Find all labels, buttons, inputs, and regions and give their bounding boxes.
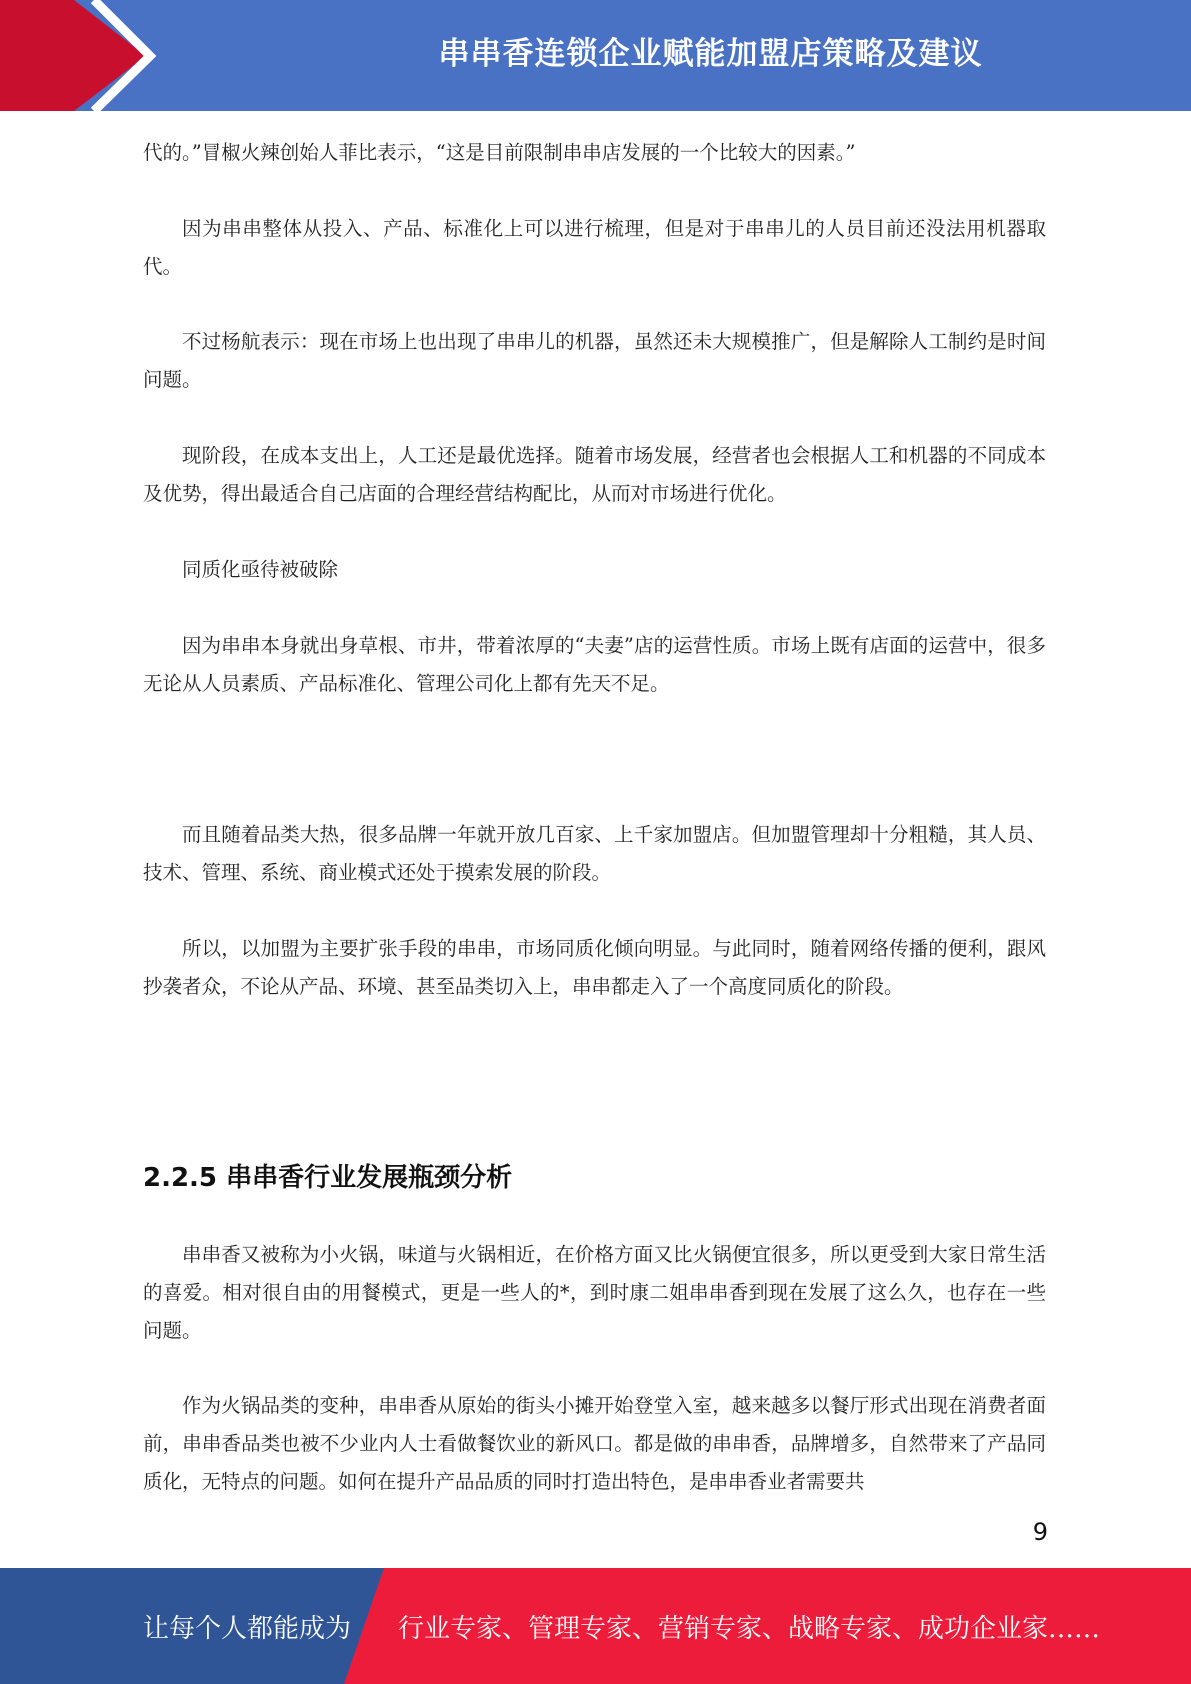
section-heading: 2.2.5 串串香行业发展瓶颈分析 (143, 1163, 513, 1193)
paragraph: 作为火锅品类的变种，串串香从原始的街头小摊开始登堂入室，越来越多以餐厅形式出现在消费者面前，串串香品类也被不少业内人士看做餐饮业的新风口。都是做的串串香，品牌增多，自然带来了产品同质化，无特点的问题。如何在提升产品品质的同时打造出特色，是串串香业者需要共 (143, 1394, 1046, 1493)
paragraph: 因为串串本身就出身草根、市井，带着浓厚的“夫妻”店的运营性质。市场上既有店面的运营中，很多无论从人员素质、产品标准化、管理公司化上都有先天不足。 (143, 634, 1046, 695)
paragraph: 串串香又被称为小火锅，味道与火锅相近，在价格方面又比火锅便宜很多，所以更受到大家日常生活的喜爱。相对很自由的用餐模式，更是一些人的*，到时康二姐串串香到现在发展了这么久，也存在一些问题。 (143, 1243, 1046, 1342)
page-number: 9 (1032, 1518, 1048, 1546)
header-title: 串串香连锁企业赋能加盟店策略及建议 (438, 35, 983, 72)
paragraph: 因为串串整体从投入、产品、标准化上可以进行梳理，但是对于串串儿的人员目前还没法用机器取代。 (143, 217, 1046, 278)
footer-slogan-left: 让每个人都能成为 (143, 1613, 352, 1644)
header-red-arrow (0, 0, 146, 111)
paragraph: 而且随着品类大热，很多品牌一年就开放几百家、上千家加盟店。但加盟管理却十分粗糙，其人员、技术、管理、系统、商业模式还处于摸索发展的阶段。 (143, 823, 1046, 884)
page-header (0, 0, 1191, 111)
paragraph: 代的。”冒椒火辣创始人菲比表示，“这是目前限制串串店发展的一个比较大的因素。” (143, 141, 856, 164)
paragraph: 现阶段，在成本支出上，人工还是最优选择。随着市场发展，经营者也会根据人工和机器的不同成本及优势，得出最适合自己店面的合理经营结构配比，从而对市场进行优化。 (143, 444, 1046, 505)
paragraph: 不过杨航表示：现在市场上也出现了串串儿的机器，虽然还未大规模推广，但是解除人工制约是时间问题。 (143, 330, 1046, 391)
page-footer (0, 1568, 1191, 1684)
footer-slogan-right: 行业专家、管理专家、营销专家、战略专家、成功企业家…… (398, 1613, 1101, 1644)
paragraph: 所以，以加盟为主要扩张手段的串串，市场同质化倾向明显。与此同时，随着网络传播的便利，跟风抄袭者众，不论从产品、环境、甚至品类切入上，串串都走入了一个高度同质化的阶段。 (143, 937, 1046, 998)
subheading-paragraph: 同质化亟待被破除 (182, 558, 339, 581)
